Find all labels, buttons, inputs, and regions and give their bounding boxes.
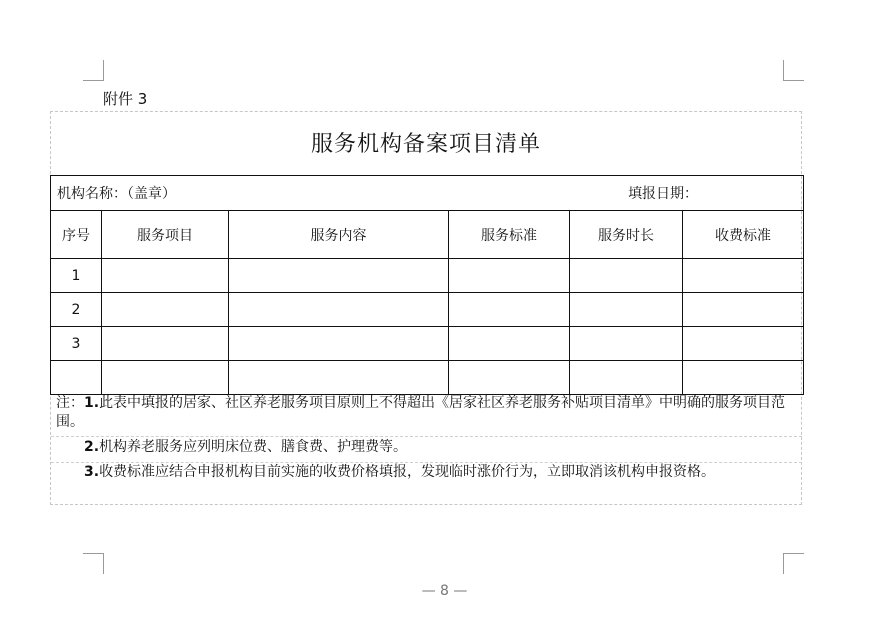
note-3 <box>52 463 800 482</box>
note-1 <box>52 394 800 432</box>
table-cell <box>229 293 449 327</box>
table-cell <box>102 361 229 395</box>
table-cell <box>229 361 449 395</box>
note-prefix: 注： <box>56 395 84 411</box>
org-name-label: 机构名称：（盖章） <box>57 186 176 202</box>
record-table <box>50 175 804 395</box>
header-cell-service-content: 服务内容 <box>229 211 449 259</box>
notes-section <box>52 394 800 482</box>
crop-mark-top-right <box>783 60 804 81</box>
table-cell <box>570 259 683 293</box>
header-cell-service-duration: 服务时长 <box>570 211 683 259</box>
crop-mark-top-left <box>83 60 104 81</box>
table-cell <box>229 327 449 361</box>
table-row <box>51 293 804 327</box>
table-cell <box>570 327 683 361</box>
note-2 <box>52 438 800 457</box>
fill-date-label: 填报日期： <box>628 186 699 202</box>
document-title: 服务机构备案项目清单 <box>310 132 541 157</box>
table-cell <box>683 361 804 395</box>
note-2-text: 机构养老服务应列明床位费、膳食费、护理费等。 <box>99 439 408 455</box>
table-cell <box>449 327 570 361</box>
table-row <box>51 259 804 293</box>
note-3-number: 3. <box>84 464 100 480</box>
table-cell <box>683 259 804 293</box>
note-3-text: 收费标准应结合申报机构目前实施的收费价格填报，发现临时涨价行为，立即取消该机构申报资格。 <box>99 464 716 480</box>
header-cell-fee-standard: 收费标准 <box>683 211 804 259</box>
table-cell: 2 <box>51 293 102 327</box>
table-header-row <box>51 211 804 259</box>
note-2-number: 2. <box>84 439 100 455</box>
table-cell <box>449 361 570 395</box>
table-cell <box>102 327 229 361</box>
attachment-label: 附件 3 <box>103 90 148 108</box>
table-cell <box>570 361 683 395</box>
table-cell <box>570 293 683 327</box>
note-1-number: 1. <box>84 395 100 411</box>
header-cell-index: 序号 <box>51 211 102 259</box>
note-1-text: 此表中填报的居家、社区养老服务项目原则上不得超出《居家社区养老服务补贴项目清单》中明确的服务项目范围。 <box>56 395 786 430</box>
crop-mark-bottom-right <box>783 553 804 574</box>
table-cell <box>102 293 229 327</box>
table-cell <box>229 259 449 293</box>
table-cell <box>102 259 229 293</box>
table-cell <box>51 361 102 395</box>
crop-mark-bottom-left <box>83 553 104 574</box>
header-cell-service-standard: 服务标准 <box>449 211 570 259</box>
table-cell: 3 <box>51 327 102 361</box>
table-row <box>51 361 804 395</box>
table-cell <box>449 293 570 327</box>
table-cell <box>449 259 570 293</box>
table-cell: 1 <box>51 259 102 293</box>
table-cell <box>683 293 804 327</box>
table-row <box>51 327 804 361</box>
table-cell <box>683 327 804 361</box>
header-cell-service-item: 服务项目 <box>102 211 229 259</box>
info-row-cell <box>51 176 804 211</box>
page-number: — 8 — <box>421 583 468 599</box>
